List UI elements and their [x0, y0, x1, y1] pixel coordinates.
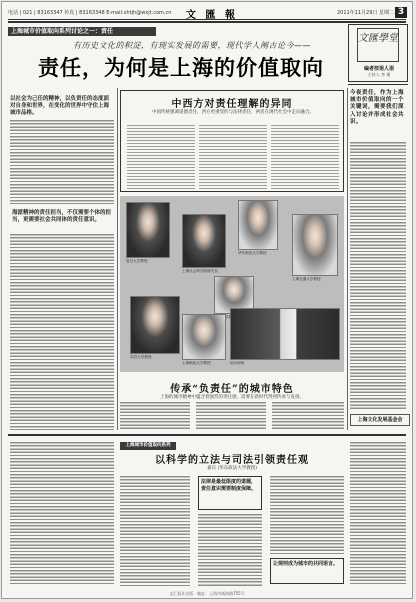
column-author: 主持人 李 瑾 [367, 72, 391, 77]
section2-text-3 [272, 402, 344, 430]
lead-paragraph: 以社会为己任的精神，以负责任的态度面对自身和世界，在变化的世界中守住上海城市品格。 [10, 96, 110, 116]
photo-caption-7: 上海师范大学教授 [182, 361, 211, 365]
speaker-photo-4 [292, 214, 338, 276]
section-inheritance-title: 传承“负责任”的城市特色 [170, 384, 294, 395]
pull-quote: 海派精神的责任担当，不仅需要个体的担当，更需要社会共同体的责任意识。 [12, 210, 112, 223]
section2-text-1 [120, 402, 190, 430]
masthead-rule [8, 19, 406, 20]
right-column-text [350, 142, 406, 410]
column-rule [348, 84, 408, 85]
section-inheritance-subtitle: 上海的城市精神中蕴含着强烈的责任感，需要在新时代得到传承与发扬。 [160, 395, 304, 400]
photo-caption-8: 论坛现场 [230, 361, 245, 365]
photo-caption-4: 上海交通大学教授 [292, 277, 321, 281]
photo-caption-1: 复旦大学教授 [126, 259, 148, 263]
speaker-photo-1 [126, 202, 170, 258]
column-divider-left [117, 88, 118, 430]
masthead-title: 文 匯 報 [186, 10, 238, 21]
bottom-headline: 以科学的立法与司法引领责任观 [155, 455, 309, 466]
speaker-photo-2 [182, 214, 226, 268]
column-box [348, 24, 408, 82]
bottom-byline: 嘉宾 (华东政法大学教授) [207, 466, 257, 471]
bottom-quote-box-2: 让规则成为城市的共同语言。 [270, 558, 344, 584]
column-divider-right [347, 88, 348, 430]
bottom-section-rule [8, 434, 406, 436]
masthead-contact: 电话 | 021 | 83163347 传真 | 83163348 E-mail:xhtjh@wxjt.com.cn [8, 10, 172, 16]
speaker-photo-7 [182, 314, 226, 360]
feature-box [120, 90, 344, 192]
photo-caption-2: 上海社会科学院研究员 [182, 269, 218, 273]
bottom-series-label: 上海城市价值取向系列 [120, 442, 176, 450]
feature-text-col-1 [127, 125, 195, 189]
left-column-text-2 [10, 234, 114, 430]
newspaper-page [1, 1, 413, 599]
photo-caption-6: 同济大学教授 [130, 355, 152, 359]
feature-box-title: 中西方对责任理解的异同 [171, 99, 293, 110]
feature-box-subtitle: 中国传统强调道德责任，西方更重契约与法律责任，两者在现代社会中走向融合。 [152, 110, 314, 115]
section2-text-2 [196, 402, 266, 430]
bottom-quote-box-1: 法律是最低限度的道德，责任意识需要制度保障。 [198, 476, 262, 510]
speaker-photo-3 [238, 200, 278, 250]
page-number-badge: 3 [395, 7, 407, 18]
masthead-rule-thick [8, 21, 406, 23]
feature-text-col-2 [199, 125, 267, 189]
sponsor-ad: 上海文化发展基金会 [350, 414, 410, 426]
page-footer: 文汇报社出版 · 地址：上海市威海路755号 [169, 591, 245, 596]
masthead-date: 2011年11月29日 星期二 [336, 10, 394, 16]
masthead-bar [8, 7, 406, 21]
side-summary: 今夜责任，作为上海城市价值取向的一个关键词，需要我们深入讨论并形成社会共识。 [350, 90, 405, 125]
photo-caption-3: 华东师范大学教授 [238, 251, 267, 255]
left-column-text-1 [10, 120, 114, 204]
main-headline: 责任，为何是上海的价值取向 [38, 56, 324, 80]
column-logo: 文匯學堂 [357, 28, 399, 62]
kicker-line: 有历史文化的积淀，有现实发展的需要，现代学人阐古论今—— [73, 41, 311, 50]
bottom-right-text [350, 442, 406, 586]
bottom-left-text [10, 442, 114, 586]
bottom-text-col-3 [270, 476, 344, 554]
feature-text-col-3 [271, 125, 339, 189]
column-label: 编者按语人语 [363, 66, 394, 72]
bottom-text-col-2 [198, 514, 262, 586]
forum-scene-photo [230, 308, 340, 360]
speaker-photo-6 [130, 296, 180, 354]
series-label: 上海城市价值取向系列讨论之一：责任 [8, 27, 156, 36]
photo-collage [120, 196, 344, 372]
bottom-text-col-1 [120, 476, 190, 586]
